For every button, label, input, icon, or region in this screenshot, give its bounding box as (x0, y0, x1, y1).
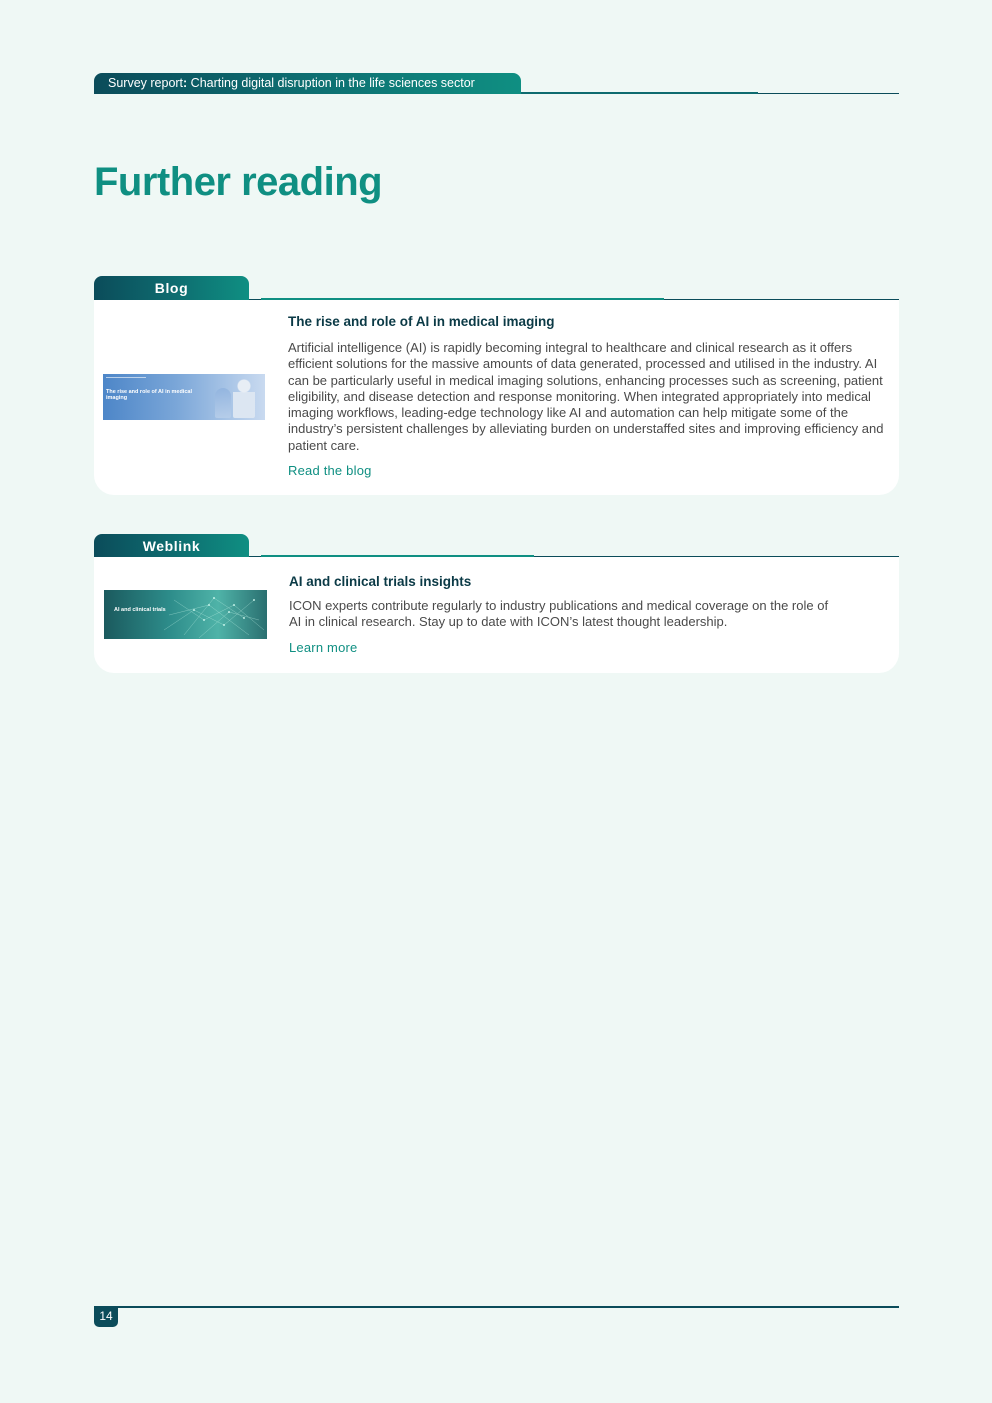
weblink-card-body: ICON experts contribute regularly to industry publications and medical coverage on the role of AI in clinical research. Stay up to date with ICON’s latest thought leadership. (289, 598, 829, 630)
thumbnail-tag-line (106, 377, 146, 378)
weblink-thumbnail-caption: AI and clinical trials (114, 607, 166, 613)
card-blog (94, 300, 899, 495)
header-divider-accent (521, 92, 758, 94)
thumbnail-person-silhouette (215, 388, 231, 418)
report-header-title: Charting digital disruption in the life sciences sector (187, 76, 475, 90)
blog-card-title: The rise and role of AI in medical imaging (288, 314, 555, 329)
section-tab-weblink: Weblink (94, 534, 249, 558)
blog-card-body: Artificial intelligence (AI) is rapidly becoming integral to healthcare and clinical research as it offers efficient solutions for the massive amounts of data generated, processed and utilised in the industry. AI can be particularly useful in medical imaging solutions, enhancing processes such as screening, patient eligibility, and disease detection and response monitoring. When integrated appropriately into medical imaging workflows, leading-edge technology like AI and automation can help mitigate some of the industry’s persistent challenges by alleviating burden on understaffed sites and improving efficiency and patient care. (288, 340, 884, 453)
page-title: Further reading (94, 160, 383, 204)
thumbnail-doctor-silhouette (233, 378, 255, 418)
network-pattern-icon (104, 590, 267, 639)
report-header-prefix: Survey report (108, 76, 184, 90)
read-the-blog-link[interactable]: Read the blog (288, 463, 372, 478)
footer-divider (94, 1306, 899, 1308)
weblink-card-title: AI and clinical trials insights (289, 574, 472, 589)
report-header-tab (94, 73, 521, 94)
report-header-separator: : (183, 76, 188, 90)
section-tab-blog: Blog (94, 276, 249, 300)
page-number: 14 (94, 1306, 118, 1327)
blog-thumbnail-caption: The rise and role of AI in medical imaging (106, 389, 192, 401)
learn-more-link[interactable]: Learn more (289, 640, 358, 655)
card-weblink (94, 557, 899, 673)
weblink-thumbnail-image[interactable] (104, 590, 267, 639)
blog-thumbnail-image[interactable] (103, 374, 265, 420)
